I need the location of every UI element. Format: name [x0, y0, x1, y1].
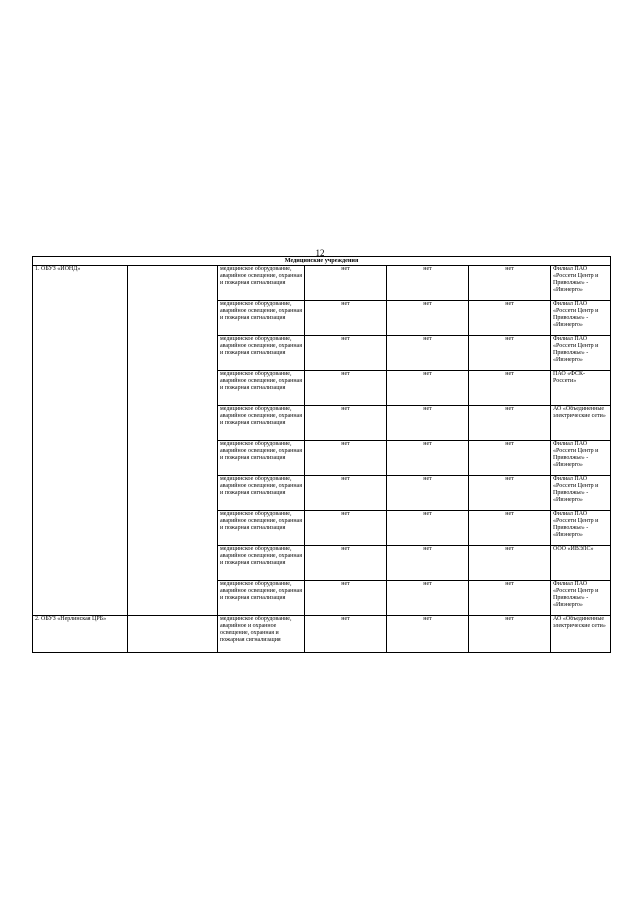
value-cell: нет: [305, 266, 387, 301]
equipment-cell: медицинское оборудование, аварийное освещение, охранная и пожарная сигнализация: [218, 406, 305, 441]
equipment-cell: медицинское оборудование, аварийное и охранное освещение, охранная и пожарная сигнализация: [218, 616, 305, 653]
equipment-cell: медицинское оборудование, аварийное освещение, охранная и пожарная сигнализация: [218, 336, 305, 371]
organization-cell: Филиал ПАО «Россети Центр и Приволжье» - «Ивэнерго»: [551, 511, 611, 546]
value-cell: нет: [387, 406, 469, 441]
value-cell: нет: [469, 546, 551, 581]
value-cell: нет: [469, 336, 551, 371]
section-header-row: [33, 257, 611, 266]
value-cell: нет: [469, 476, 551, 511]
value-cell: нет: [305, 441, 387, 476]
value-cell: нет: [305, 406, 387, 441]
value-cell: нет: [387, 581, 469, 616]
organization-cell: Филиал ПАО «Россети Центр и Приволжье» - «Ивэнерго»: [551, 266, 611, 301]
value-cell: нет: [305, 616, 387, 653]
value-cell: нет: [387, 266, 469, 301]
equipment-cell: медицинское оборудование, аварийное освещение, охранная и пожарная сигнализация: [218, 546, 305, 581]
empty-cell: [128, 616, 218, 653]
page-number: 12: [315, 248, 325, 258]
value-cell: нет: [469, 406, 551, 441]
institution-name: 2. ОБУЗ «Нерлинская ЦРБ»: [33, 616, 128, 653]
value-cell: нет: [387, 616, 469, 653]
equipment-cell: медицинское оборудование, аварийное освещение, охранная и пожарная сигнализация: [218, 301, 305, 336]
organization-cell: Филиал ПАО «Россети Центр и Приволжье» - «Ивэнерго»: [551, 336, 611, 371]
value-cell: нет: [387, 371, 469, 406]
organization-cell: Филиал ПАО «Россети Центр и Приволжье» - «Ивэнерго»: [551, 476, 611, 511]
value-cell: нет: [305, 301, 387, 336]
organization-cell: ООО «ИВЭЛС»: [551, 546, 611, 581]
value-cell: нет: [387, 301, 469, 336]
organization-cell: ПАО «ФСК-Россети»: [551, 371, 611, 406]
organization-cell: Филиал ПАО «Россети Центр и Приволжье» - «Ивэнерго»: [551, 301, 611, 336]
value-cell: нет: [469, 581, 551, 616]
value-cell: нет: [305, 371, 387, 406]
empty-cell: [128, 266, 218, 616]
value-cell: нет: [387, 441, 469, 476]
equipment-cell: медицинское оборудование, аварийное освещение, охранная и пожарная сигнализация: [218, 511, 305, 546]
organization-cell: АО «Объединенные электрические сети»: [551, 406, 611, 441]
value-cell: нет: [469, 441, 551, 476]
value-cell: нет: [305, 546, 387, 581]
institution-name: 1. ОБУЗ «ИОНД»: [33, 266, 128, 616]
value-cell: нет: [305, 476, 387, 511]
organization-cell: АО «Объединенные электрические сети»: [551, 616, 611, 653]
equipment-cell: медицинское оборудование, аварийное освещение, охранная и пожарная сигнализация: [218, 476, 305, 511]
organization-cell: Филиал ПАО «Россети Центр и Приволжье» - «Ивэнерго»: [551, 441, 611, 476]
value-cell: нет: [305, 511, 387, 546]
value-cell: нет: [305, 336, 387, 371]
value-cell: нет: [469, 301, 551, 336]
table-row: [33, 616, 611, 653]
equipment-cell: медицинское оборудование, аварийное освещение, охранная и пожарная сигнализация: [218, 441, 305, 476]
organization-cell: Филиал ПАО «Россети Центр и Приволжье» - «Ивэнерго»: [551, 581, 611, 616]
value-cell: нет: [387, 546, 469, 581]
value-cell: нет: [305, 581, 387, 616]
facilities-table: [32, 256, 611, 653]
value-cell: нет: [469, 511, 551, 546]
value-cell: нет: [469, 266, 551, 301]
value-cell: нет: [469, 616, 551, 653]
value-cell: нет: [469, 371, 551, 406]
equipment-cell: медицинское оборудование, аварийное освещение, охранная и пожарная сигнализация: [218, 371, 305, 406]
value-cell: нет: [387, 511, 469, 546]
table-row: [33, 266, 611, 301]
section-title: Медицинские учреждения: [33, 257, 611, 266]
value-cell: нет: [387, 336, 469, 371]
equipment-cell: медицинское оборудование, аварийное освещение, охранная и пожарная сигнализация: [218, 581, 305, 616]
equipment-cell: медицинское оборудование, аварийное освещение, охранная и пожарная сигнализация: [218, 266, 305, 301]
value-cell: нет: [387, 476, 469, 511]
